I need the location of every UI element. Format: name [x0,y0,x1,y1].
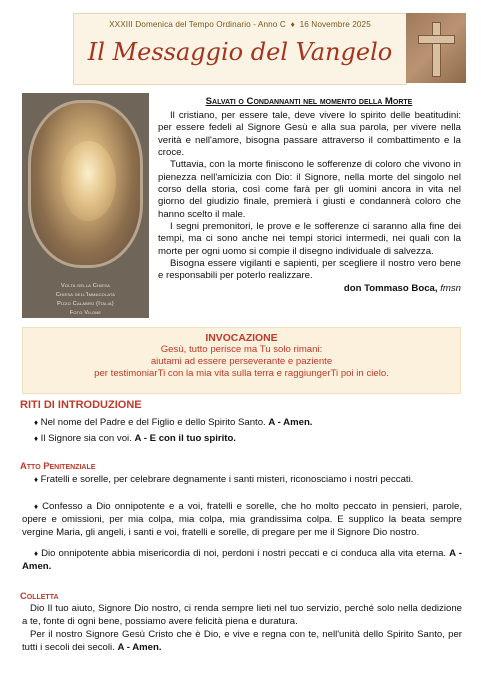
invocation-box [22,327,461,394]
article-title: Salvati o Condannanti nel momento della Morte [205,96,413,107]
prayer-text [22,602,462,654]
fresco-center [61,141,116,221]
rite-response: A - E con il tuo spirito. [134,433,236,444]
author-name: don Tommaso Boca, [343,282,438,294]
diamond-bullet-icon: ♦ [34,434,39,443]
rite-text: Fratelli e sorelle, per celebrare degnamente i santi misteri, riconosciamo i nostri peccati. [40,474,414,485]
prayer-paragraph: Dio Il tuo aiuto, Signore Dio nostro, ci renda sempre lieti nel tuo servizio, perché solo nella dedizione a te, fonte di ogni bene, possiamo avere felicità piena e duratura. [22,603,462,627]
vault-fresco [28,100,143,268]
cross-icon [432,22,441,77]
photo-caption [22,282,149,318]
church-vault-photo [22,93,149,318]
liturgical-date-line [74,20,406,29]
section-title-penitenziale: Atto Penitenziale [20,460,96,471]
diamond-bullet-icon: ♦ [34,475,39,484]
article-paragraph: Tuttavia, con la morte finiscono le sofferenze di coloro che vivono in pienezza nell'amicizia con Dio: il Signore, nella morte del singolo nel corso della storia, così come farà per gli uomini ancora in vita nel giorno del giudizio finale, premierà i giusti e condannerà coloro che hanno scelto il male. [158,159,461,220]
prayer-paragraph [22,628,462,654]
rite-text: Confesso a Dio onnipotente e a voi, fratelli e sorelle, che ho molto peccato in pensieri, parole, opere e omissioni, per mia colpa, mia colpa, mia grandissima colpa. E supplico la beata sempre vergine Maria, gli angeli, i santi e voi, fratelli e sorelle, di pregare per me il Signore Dio nostro. [22,501,462,538]
list-item [22,500,462,539]
article-body [158,110,461,295]
diamond-bullet-icon: ♦ [34,418,39,427]
invocation-line: per testimoniarTi con la mia vita sulla terra e raggiungerTi poi in cielo. [94,368,389,379]
list-item [22,432,462,445]
list-item [22,416,462,429]
caption-line: Foto Vilone [69,310,102,316]
caption-line: Chiesa dell'Immacolata [55,292,116,298]
invocation-title: INVOCAZIONE [205,333,278,344]
date: 16 Novembre 2025 [299,20,371,29]
rite-response: A - Amen. [22,548,462,572]
rite-response: A - Amen. [268,417,313,428]
cross-image [406,13,466,83]
rite-text: Nel nome del Padre e del Figlio e dello Spirito Santo. [40,417,266,428]
list-item [22,473,462,486]
article-paragraph: Bisogna essere vigilanti e sapienti, per scegliere il nostro vero bene e responsabili per poterlo realizzare. [158,258,461,282]
author-signature [158,283,461,295]
author-order: fmsn [440,282,461,294]
page-title: Il Messaggio del Vangelo [87,38,393,66]
prayer-text-line: Per il nostro Signore Gesù Cristo che è Dio, e vive e regna con te, nell'unità dello Spirito Santo, per tutti i secoli dei secoli. [22,629,462,653]
rite-response: A - Amen. [117,642,162,653]
rite-text: Il Signore sia con voi. [40,433,132,444]
article-paragraph: I segni premonitori, le prove e le sofferenze ci saranno alla fine dei tempi, ma ci sono anche nei tempi storici intermedi, nei quali con la morte per ogni uomo si compie il disegno individuale di salvezza. [158,221,461,257]
rite-text: Dio onnipotente abbia misericordia di noi, perdoni i nostri peccati e ci conduca alla vita eterna. [41,548,447,559]
article-paragraph: Il cristiano, per essere tale, deve vivere lo spirito delle beatitudini: per essere fedeli al Signore Gesù e alla sua parola, per vivere nella verità e nell'amore, bisogna passare attraverso il combattimento e la croce. [158,110,461,159]
masthead [73,13,407,85]
diamond-separator-icon: ♦ [290,20,295,29]
invocation-line: Gesù, tutto perisce ma Tu solo rimani: [160,344,323,355]
caption-line: Pizzo Calabro (Italia) [57,301,114,307]
list-item [22,547,462,573]
invocation-line: aiutami ad essere perseverante e paziente [150,356,333,367]
section-title-riti: RITI DI INTRODUZIONE [20,399,142,411]
sunday-name: XXXIII Domenica del Tempo Ordinario - Anno C [109,20,286,29]
cross-bar [418,35,455,44]
diamond-bullet-icon: ♦ [34,502,39,511]
caption-line: Volta della Chiesa [60,283,110,289]
section-title-colletta: Colletta [20,590,59,601]
diamond-bullet-icon: ♦ [34,549,39,558]
